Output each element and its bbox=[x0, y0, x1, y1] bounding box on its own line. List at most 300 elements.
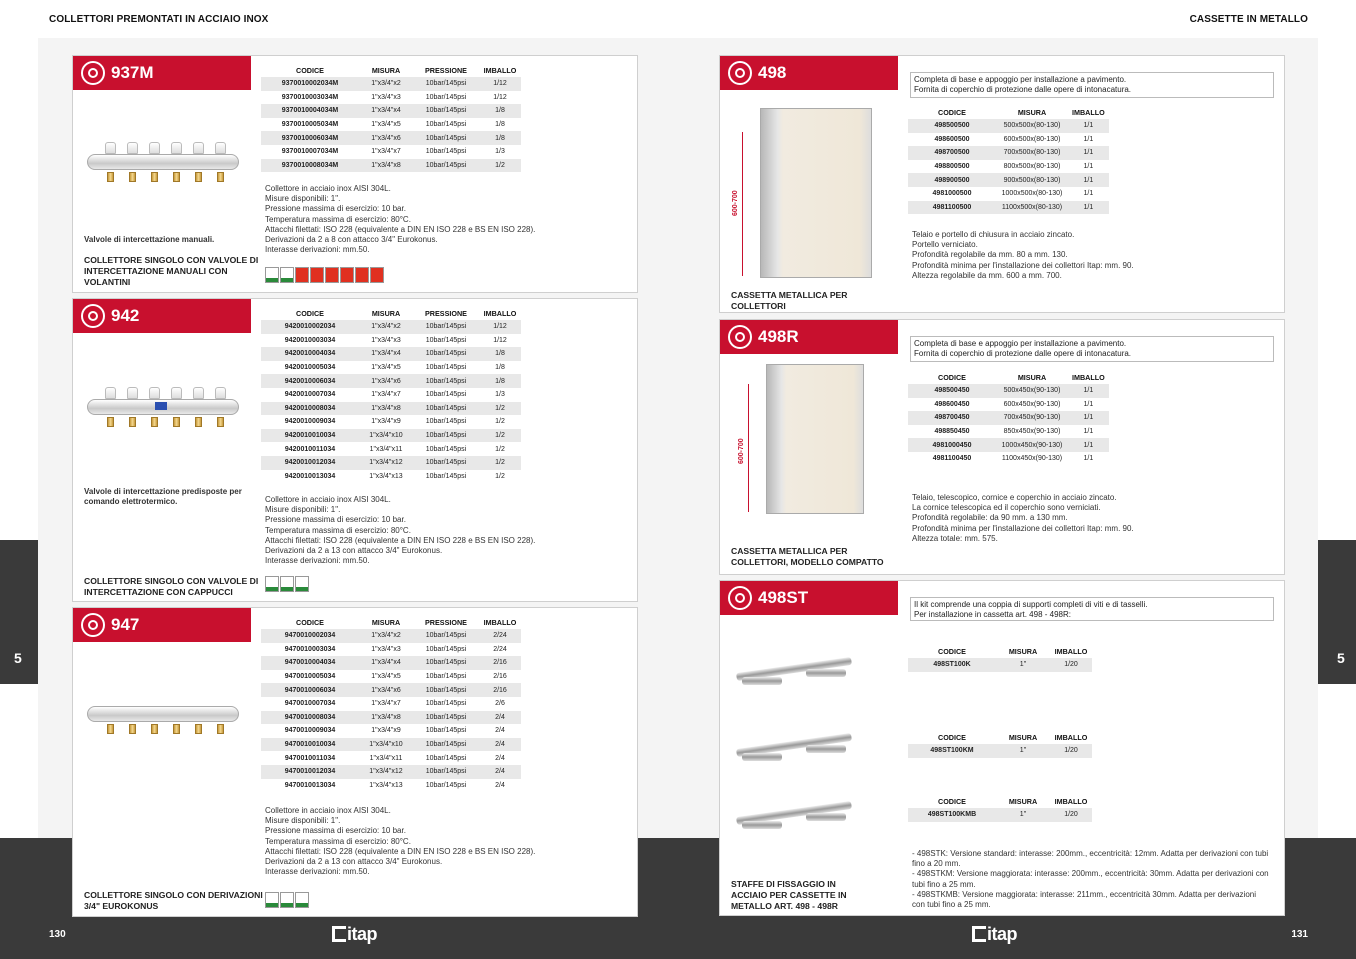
table-cell: 9470010004034 bbox=[261, 656, 359, 670]
table-row bbox=[261, 751, 521, 765]
product-code-tag bbox=[720, 56, 898, 90]
brand-name: itap bbox=[987, 923, 1018, 944]
table-row bbox=[908, 119, 1109, 133]
dimension-label: 600-700 bbox=[738, 438, 745, 464]
table-cell: 2/16 bbox=[479, 656, 521, 670]
product-card-498 bbox=[719, 55, 1285, 313]
gear-icon bbox=[728, 325, 752, 349]
table-cell: 1"x3/4"x8 bbox=[359, 711, 413, 725]
left-side-tab bbox=[0, 540, 38, 684]
table-row bbox=[261, 765, 521, 779]
table-row bbox=[908, 808, 1092, 822]
table-cell: 600x450x(90-130) bbox=[1003, 400, 1061, 408]
table-row bbox=[261, 77, 521, 91]
table-cell: 1/2 bbox=[495, 445, 505, 453]
dimension-label: 600-700 bbox=[732, 190, 739, 216]
table-cell: 2/4 bbox=[479, 738, 521, 752]
table-cell: 1"x3/4"x11 bbox=[369, 754, 403, 762]
table-cell: 10bar/145psi bbox=[425, 700, 467, 708]
certification-icon bbox=[265, 892, 279, 908]
certification-icon bbox=[265, 576, 279, 592]
col-header: MISURA bbox=[371, 618, 401, 627]
certification-icons bbox=[265, 267, 384, 283]
col-header: MISURA bbox=[1017, 373, 1047, 382]
right-page-header: CASSETTE IN METALLO bbox=[1189, 14, 1308, 25]
table-cell: 9470010008034 bbox=[261, 711, 359, 725]
col-header: IMBALLO bbox=[1072, 373, 1105, 382]
table-cell: 1"x3/4"x3 bbox=[371, 645, 401, 653]
col-header: IMBALLO bbox=[1054, 797, 1088, 806]
table-cell: 1/20 bbox=[1050, 658, 1092, 672]
certification-icon bbox=[265, 267, 279, 283]
col-header: MISURA bbox=[1017, 108, 1047, 117]
product-card-937M bbox=[72, 55, 638, 293]
table-cell: 1"x3/4"x5 bbox=[371, 673, 401, 681]
table-cell: 2/4 bbox=[479, 765, 521, 779]
col-header: CODICE bbox=[296, 618, 324, 627]
table-cell: 1"x3/4"x6 bbox=[359, 131, 413, 145]
bracket-image bbox=[736, 649, 856, 689]
table-cell: 1"x3/4"x11 bbox=[369, 445, 403, 453]
product-table bbox=[261, 307, 521, 483]
brand-name: itap bbox=[347, 923, 378, 944]
product-code: 942 bbox=[111, 306, 140, 325]
product-caption: COLLETTORE SINGOLO CON VALVOLE DI INTERCETTAZIONE MANUALI CON VOLANTINI bbox=[84, 255, 259, 287]
col-header: IMBALLO bbox=[483, 66, 517, 75]
table-cell: 1/12 bbox=[493, 336, 507, 344]
product-code: 947 bbox=[111, 615, 140, 634]
product-intro: Il kit comprende una coppia di supporti completi di viti e di tasselli. Per installazione in cassetta art. 498 - 498R: bbox=[910, 597, 1274, 621]
table-cell: 1100x500x(80-130) bbox=[996, 201, 1068, 215]
table-cell: 1" bbox=[996, 658, 1050, 672]
table-cell: 1"x3/4"x5 bbox=[371, 364, 401, 372]
product-intro: Completa di base e appoggio per installazione a pavimento. Fornita di coperchio di protezione dalle opere di intonacatura. bbox=[910, 336, 1274, 362]
table-row bbox=[261, 415, 521, 429]
right-side-tab bbox=[1318, 540, 1356, 684]
table-cell: 10bar/145psi bbox=[413, 765, 479, 779]
table-cell: 700x450x(90-130) bbox=[996, 411, 1068, 425]
product-caption: COLLETTORE SINGOLO CON DERIVAZIONI 3/4" EUROKONUS bbox=[84, 890, 263, 911]
table-cell: 1/1 bbox=[1068, 201, 1109, 215]
table-cell: 10bar/145psi bbox=[425, 781, 467, 789]
table-cell: 9470010006034 bbox=[261, 683, 359, 697]
product-code: 498ST bbox=[758, 588, 809, 607]
table-cell: 1/2 bbox=[495, 418, 505, 426]
table-cell: 1/1 bbox=[1068, 384, 1109, 398]
product-code-tag bbox=[73, 608, 251, 642]
table-cell: 9420010010034 bbox=[261, 429, 359, 443]
product-note: Valvole di intercettazione manuali. bbox=[84, 235, 215, 244]
table-cell: 1"x3/4"x2 bbox=[359, 320, 413, 334]
product-table bbox=[908, 371, 1109, 466]
table-cell: 4981000450 bbox=[908, 438, 996, 452]
col-header: IMBALLO bbox=[1054, 733, 1088, 742]
product-description: Collettore in acciaio inox AISI 304L. Misure disponibili: 1". Pressione massima di esercizio: 10 bar. Temperatura massima di esercizio: 80°C. Attacchi filettati: ISO 228 (equivalente a DIN EN ISO 228 e BS EN ISO 228). Derivazioni da 2 a 13 con attacco 3/4" Eurokonus. Interasse derivazioni: mm.50. bbox=[265, 806, 536, 877]
manifold-image bbox=[87, 142, 247, 192]
certification-icon bbox=[280, 267, 294, 283]
table-cell: 10bar/145psi bbox=[425, 148, 467, 156]
table-cell: 1/8 bbox=[479, 347, 521, 361]
table-cell: 1/1 bbox=[1083, 428, 1094, 436]
table-cell: 700x500x(80-130) bbox=[996, 146, 1068, 160]
col-header: PRESSIONE bbox=[425, 66, 467, 75]
gear-icon bbox=[728, 586, 752, 610]
table-row bbox=[261, 91, 521, 105]
certification-icon bbox=[295, 892, 309, 908]
table-cell: 498ST100K bbox=[908, 658, 996, 672]
table-row bbox=[908, 438, 1109, 452]
brand-logo bbox=[972, 924, 1017, 944]
certification-icon bbox=[295, 576, 309, 592]
table-cell: 1" bbox=[996, 808, 1050, 822]
product-table bbox=[261, 64, 521, 172]
table-cell: 10bar/145psi bbox=[425, 418, 467, 426]
left-page-number: 130 bbox=[49, 929, 66, 940]
brand-logo bbox=[332, 924, 377, 944]
table-row bbox=[908, 658, 1092, 672]
table-cell: 1"x3/4"x3 bbox=[371, 93, 401, 101]
product-description: Telaio e portello di chiusura in acciaio zincato. Portello verniciato. Profondità regolabile da mm. 80 a mm. 130. Profondità minima per l'installazione dei collettori Itap: mm. 90. Altezza regolabile da mm. 600 a mm. 700. bbox=[912, 230, 1134, 280]
table-cell: 900x500x(80-130) bbox=[996, 173, 1068, 187]
table-cell: 10bar/145psi bbox=[413, 429, 479, 443]
table-cell: 9420010006034 bbox=[261, 374, 359, 388]
product-table bbox=[908, 795, 1092, 822]
product-description: - 498STK: Versione standard: interasse: 200mm., eccentricità: 12mm. Adatta per derivazioni con tubi fino a 20 mm. - 498STKM: Versione maggiorata: interasse: 200mm., eccentricità: 30mm. Adatta per derivazioni con tubi fino a 25 mm. - 498STKMB: Versione maggiorata: interasse: 211mm., eccentricità 30mm. Adatta per derivazioni con tubi fino a 25 mm. bbox=[912, 849, 1269, 910]
table-cell: 4981000500 bbox=[932, 190, 972, 198]
certification-icon bbox=[280, 576, 294, 592]
table-row bbox=[261, 104, 521, 118]
table-cell: 498900500 bbox=[908, 173, 996, 187]
table-row bbox=[908, 425, 1109, 439]
product-card-498R bbox=[719, 319, 1285, 575]
table-cell: 10bar/145psi bbox=[425, 645, 467, 653]
table-cell: 1/1 bbox=[1068, 438, 1109, 452]
table-row bbox=[908, 411, 1109, 425]
col-header: MISURA bbox=[1008, 647, 1038, 656]
product-note: Valvole di intercettazione predisposte per comando elettrotermico. bbox=[84, 487, 242, 506]
table-cell: 1"x3/4"x3 bbox=[371, 336, 401, 344]
table-cell: 1/2 bbox=[479, 402, 521, 416]
table-cell: 10bar/145psi bbox=[425, 673, 467, 681]
table-cell: 2/4 bbox=[495, 781, 505, 789]
product-code-tag bbox=[720, 581, 898, 615]
product-description: Telaio, telescopico, cornice e coperchio in acciaio zincato. La cornice telescopica ed il coperchio sono verniciati. Profondità regolabile: da 90 mm. a 130 mm. Profondità minima per l'installazione dei collettori Itap: mm. 90. Altezza totale: mm. 575. bbox=[912, 493, 1134, 543]
table-row bbox=[261, 779, 521, 793]
table-cell: 1000x500x(80-130) bbox=[1001, 190, 1063, 198]
table-row bbox=[261, 429, 521, 443]
table-cell: 1"x3/4"x4 bbox=[359, 656, 413, 670]
product-card-498ST bbox=[719, 580, 1285, 916]
table-cell: 1"x3/4"x13 bbox=[369, 781, 403, 789]
certification-icon bbox=[295, 267, 309, 283]
col-header: IMBALLO bbox=[483, 618, 517, 627]
col-header: MISURA bbox=[371, 309, 401, 318]
table-cell: 10bar/145psi bbox=[425, 391, 467, 399]
table-cell: 498500500 bbox=[908, 119, 996, 133]
table-cell: 498500450 bbox=[908, 384, 996, 398]
product-description: Collettore in acciaio inox AISI 304L. Misure disponibili: 1". Pressione massima di esercizio: 10 bar. Temperatura massima di esercizio: 80°C. Attacchi filettati: ISO 228 (equivalente a DIN EN ISO 228 e BS EN ISO 228). Derivazioni da 2 a 8 con attacco 3/4" Eurokonus. Interasse derivazioni: mm.50. bbox=[265, 184, 536, 255]
table-row bbox=[908, 187, 1109, 201]
table-cell: 10bar/145psi bbox=[425, 754, 467, 762]
gear-icon bbox=[81, 304, 105, 328]
table-cell: 9470010002034 bbox=[261, 629, 359, 643]
table-cell: 10bar/145psi bbox=[413, 347, 479, 361]
table-row bbox=[261, 159, 521, 173]
table-cell: 1"x3/4"x8 bbox=[359, 159, 413, 173]
table-cell: 10bar/145psi bbox=[425, 445, 467, 453]
table-cell: 10bar/145psi bbox=[413, 683, 479, 697]
certification-icons bbox=[265, 892, 309, 908]
table-cell: 850x450x(90-130) bbox=[1003, 428, 1061, 436]
table-cell: 9420010013034 bbox=[284, 472, 336, 480]
table-cell: 9420010012034 bbox=[261, 456, 359, 470]
table-cell: 1" bbox=[996, 744, 1050, 758]
col-header: MISURA bbox=[1008, 733, 1038, 742]
table-cell: 1"x3/4"x7 bbox=[371, 700, 401, 708]
side-section-number: 5 bbox=[14, 650, 22, 666]
col-header: CODICE bbox=[296, 66, 324, 75]
table-cell: 4981100500 bbox=[908, 201, 996, 215]
table-cell: 10bar/145psi bbox=[425, 472, 467, 480]
product-caption: CASSETTA METALLICA PER COLLETTORI bbox=[731, 290, 848, 311]
table-cell: 2/6 bbox=[495, 700, 505, 708]
product-description: Collettore in acciaio inox AISI 304L. Misure disponibili: 1". Pressione massima di esercizio: 10 bar. Temperatura massima di esercizio: 80°C. Attacchi filettati: ISO 228 (equivalente a DIN EN ISO 228 e BS EN ISO 228). Derivazioni da 2 a 13 con attacco 3/4" Eurokonus. Interasse derivazioni: mm.50. bbox=[265, 495, 536, 566]
table-row bbox=[261, 470, 521, 484]
table-row bbox=[261, 131, 521, 145]
table-cell: 1/2 bbox=[479, 159, 521, 173]
product-code: 498R bbox=[758, 327, 799, 346]
table-cell: 1/8 bbox=[479, 374, 521, 388]
dimension-line bbox=[748, 384, 749, 512]
table-cell: 1/1 bbox=[1068, 411, 1109, 425]
table-cell: 1/8 bbox=[479, 104, 521, 118]
table-row bbox=[261, 320, 521, 334]
table-cell: 4981100450 bbox=[932, 455, 972, 463]
table-cell: 9420010005034 bbox=[284, 364, 336, 372]
table-cell: 9470010012034 bbox=[261, 765, 359, 779]
left-page-header: COLLETTORI PREMONTATI IN ACCIAIO INOX bbox=[49, 14, 269, 25]
table-row bbox=[261, 724, 521, 738]
table-cell: 10bar/145psi bbox=[413, 374, 479, 388]
col-header: CODICE bbox=[938, 647, 966, 656]
table-cell: 2/16 bbox=[479, 683, 521, 697]
table-cell: 498600450 bbox=[934, 400, 970, 408]
table-cell: 1/1 bbox=[1083, 135, 1094, 143]
product-table bbox=[908, 106, 1109, 214]
col-header: CODICE bbox=[938, 733, 966, 742]
product-card-947 bbox=[72, 607, 638, 917]
table-cell: 1/1 bbox=[1068, 146, 1109, 160]
product-code-tag bbox=[73, 299, 251, 333]
table-cell: 10bar/145psi bbox=[425, 727, 467, 735]
product-code: 937M bbox=[111, 63, 154, 82]
table-cell: 10bar/145psi bbox=[413, 456, 479, 470]
table-cell: 800x500x(80-130) bbox=[1003, 163, 1061, 171]
table-row bbox=[261, 442, 521, 456]
table-cell: 498800500 bbox=[934, 163, 970, 171]
table-cell: 10bar/145psi bbox=[425, 121, 467, 129]
table-cell: 1"x3/4"x4 bbox=[359, 347, 413, 361]
product-code-tag bbox=[720, 320, 898, 354]
table-cell: 1/1 bbox=[1083, 400, 1094, 408]
table-row bbox=[261, 118, 521, 132]
cabinet-image bbox=[760, 108, 872, 278]
table-cell: 9370010007034M bbox=[281, 148, 339, 156]
table-cell: 1100x450x(90-130) bbox=[1001, 455, 1063, 463]
table-cell: 1"x3/4"x12 bbox=[359, 765, 413, 779]
table-cell: 1"x3/4"x10 bbox=[359, 429, 413, 443]
table-cell: 1"x3/4"x6 bbox=[359, 683, 413, 697]
table-cell: 498ST100KMB bbox=[908, 808, 996, 822]
table-row bbox=[908, 160, 1109, 174]
table-row bbox=[908, 744, 1092, 758]
table-cell: 1000x450x(90-130) bbox=[996, 438, 1068, 452]
table-cell: 2/4 bbox=[495, 727, 505, 735]
table-cell: 498600500 bbox=[934, 135, 970, 143]
table-cell: 9470010011034 bbox=[284, 754, 336, 762]
table-cell: 498700450 bbox=[908, 411, 996, 425]
col-header: MISURA bbox=[371, 66, 401, 75]
table-cell: 9420010008034 bbox=[261, 402, 359, 416]
table-cell: 1"x3/4"x2 bbox=[359, 77, 413, 91]
table-cell: 1/12 bbox=[493, 93, 507, 101]
table-cell: 10bar/145psi bbox=[413, 402, 479, 416]
table-cell: 10bar/145psi bbox=[413, 131, 479, 145]
table-row bbox=[261, 334, 521, 348]
table-cell: 9420010002034 bbox=[261, 320, 359, 334]
table-cell: 1"x3/4"x8 bbox=[359, 402, 413, 416]
table-cell: 1/8 bbox=[479, 131, 521, 145]
table-cell: 9470010007034 bbox=[284, 700, 336, 708]
table-row bbox=[261, 656, 521, 670]
table-cell: 10bar/145psi bbox=[413, 629, 479, 643]
table-row bbox=[261, 145, 521, 159]
col-header: CODICE bbox=[296, 309, 324, 318]
table-row bbox=[908, 398, 1109, 412]
table-cell: 1/8 bbox=[495, 121, 505, 129]
table-cell: 9420010007034 bbox=[284, 391, 336, 399]
table-row bbox=[261, 456, 521, 470]
table-row bbox=[908, 384, 1109, 398]
table-cell: 10bar/145psi bbox=[425, 336, 467, 344]
table-cell: 9470010010034 bbox=[261, 738, 359, 752]
product-code-tag bbox=[73, 56, 251, 90]
table-cell: 9470010005034 bbox=[284, 673, 336, 681]
certification-icon bbox=[370, 267, 384, 283]
table-row bbox=[261, 670, 521, 684]
col-header: CODICE bbox=[938, 797, 966, 806]
table-cell: 1/1 bbox=[1068, 173, 1109, 187]
table-row bbox=[261, 388, 521, 402]
table-cell: 1"x3/4"x7 bbox=[371, 391, 401, 399]
product-caption: CASSETTA METALLICA PER COLLETTORI, MODELLO COMPATTO bbox=[731, 546, 884, 567]
table-cell: 1"x3/4"x12 bbox=[359, 456, 413, 470]
table-cell: 10bar/145psi bbox=[425, 93, 467, 101]
col-header: IMBALLO bbox=[483, 309, 517, 318]
table-cell: 1/2 bbox=[479, 456, 521, 470]
table-cell: 1"x3/4"x2 bbox=[359, 629, 413, 643]
table-cell: 10bar/145psi bbox=[413, 77, 479, 91]
product-card-942 bbox=[72, 298, 638, 602]
table-row bbox=[908, 452, 1109, 466]
certification-icon bbox=[325, 267, 339, 283]
product-caption: STAFFE DI FISSAGGIO IN ACCIAIO PER CASSETTE IN METALLO ART. 498 - 498R bbox=[731, 879, 847, 911]
table-cell: 10bar/145psi bbox=[425, 364, 467, 372]
product-table bbox=[261, 616, 521, 792]
table-cell: 9470010013034 bbox=[284, 781, 336, 789]
col-header: CODICE bbox=[938, 108, 966, 117]
table-cell: 10bar/145psi bbox=[413, 104, 479, 118]
table-cell: 1/12 bbox=[479, 320, 521, 334]
table-cell: 1"x3/4"x7 bbox=[371, 148, 401, 156]
table-cell: 9370010003034M bbox=[281, 93, 339, 101]
bracket-image bbox=[736, 793, 856, 833]
table-cell: 2/4 bbox=[479, 711, 521, 725]
product-caption: COLLETTORE SINGOLO CON VALVOLE DI INTERCETTAZIONE CON CAPPUCCI bbox=[84, 576, 259, 597]
table-cell: 1/3 bbox=[495, 148, 505, 156]
col-header: IMBALLO bbox=[1072, 108, 1105, 117]
table-cell: 1"x3/4"x9 bbox=[371, 418, 401, 426]
side-section-number: 5 bbox=[1337, 650, 1345, 666]
table-row bbox=[261, 361, 521, 375]
table-row bbox=[908, 146, 1109, 160]
table-cell: 10bar/145psi bbox=[413, 656, 479, 670]
table-cell: 2/24 bbox=[493, 645, 507, 653]
table-row bbox=[261, 629, 521, 643]
col-header: MISURA bbox=[1008, 797, 1038, 806]
table-cell: 1"x3/4"x10 bbox=[359, 738, 413, 752]
table-cell: 1"x3/4"x13 bbox=[369, 472, 403, 480]
table-cell: 498ST100KM bbox=[908, 744, 996, 758]
table-row bbox=[261, 402, 521, 416]
bracket-image bbox=[736, 725, 856, 765]
table-row bbox=[261, 738, 521, 752]
table-cell: 1/3 bbox=[495, 391, 505, 399]
cabinet-image bbox=[766, 364, 864, 514]
table-row bbox=[908, 133, 1109, 147]
table-cell: 2/4 bbox=[495, 754, 505, 762]
table-cell: 600x500x(80-130) bbox=[1003, 135, 1061, 143]
table-row bbox=[908, 173, 1109, 187]
table-cell: 1/1 bbox=[1083, 163, 1094, 171]
product-code: 498 bbox=[758, 63, 787, 82]
table-cell: 9420010003034 bbox=[284, 336, 336, 344]
table-cell: 9370010005034M bbox=[281, 121, 339, 129]
dimension-line bbox=[742, 132, 743, 276]
table-cell: 1/12 bbox=[479, 77, 521, 91]
table-cell: 10bar/145psi bbox=[413, 320, 479, 334]
right-page-number: 131 bbox=[1291, 929, 1308, 940]
table-cell: 1/20 bbox=[1050, 808, 1092, 822]
col-header: PRESSIONE bbox=[425, 309, 467, 318]
col-header: IMBALLO bbox=[1054, 647, 1088, 656]
table-cell: 1"x3/4"x9 bbox=[371, 727, 401, 735]
table-cell: 1"x3/4"x6 bbox=[359, 374, 413, 388]
gear-icon bbox=[81, 613, 105, 637]
table-cell: 9370010002034M bbox=[261, 77, 359, 91]
manifold-image bbox=[87, 387, 247, 437]
col-header: CODICE bbox=[938, 373, 966, 382]
table-cell: 9420010011034 bbox=[284, 445, 336, 453]
table-cell: 2/16 bbox=[493, 673, 507, 681]
col-header: PRESSIONE bbox=[425, 618, 467, 627]
product-intro: Completa di base e appoggio per installazione a pavimento. Fornita di coperchio di protezione dalle opere di intonacatura. bbox=[910, 72, 1274, 98]
table-row bbox=[261, 374, 521, 388]
table-cell: 10bar/145psi bbox=[413, 738, 479, 752]
table-cell: 1/2 bbox=[479, 429, 521, 443]
table-cell: 1"x3/4"x4 bbox=[359, 104, 413, 118]
table-cell: 498700500 bbox=[908, 146, 996, 160]
